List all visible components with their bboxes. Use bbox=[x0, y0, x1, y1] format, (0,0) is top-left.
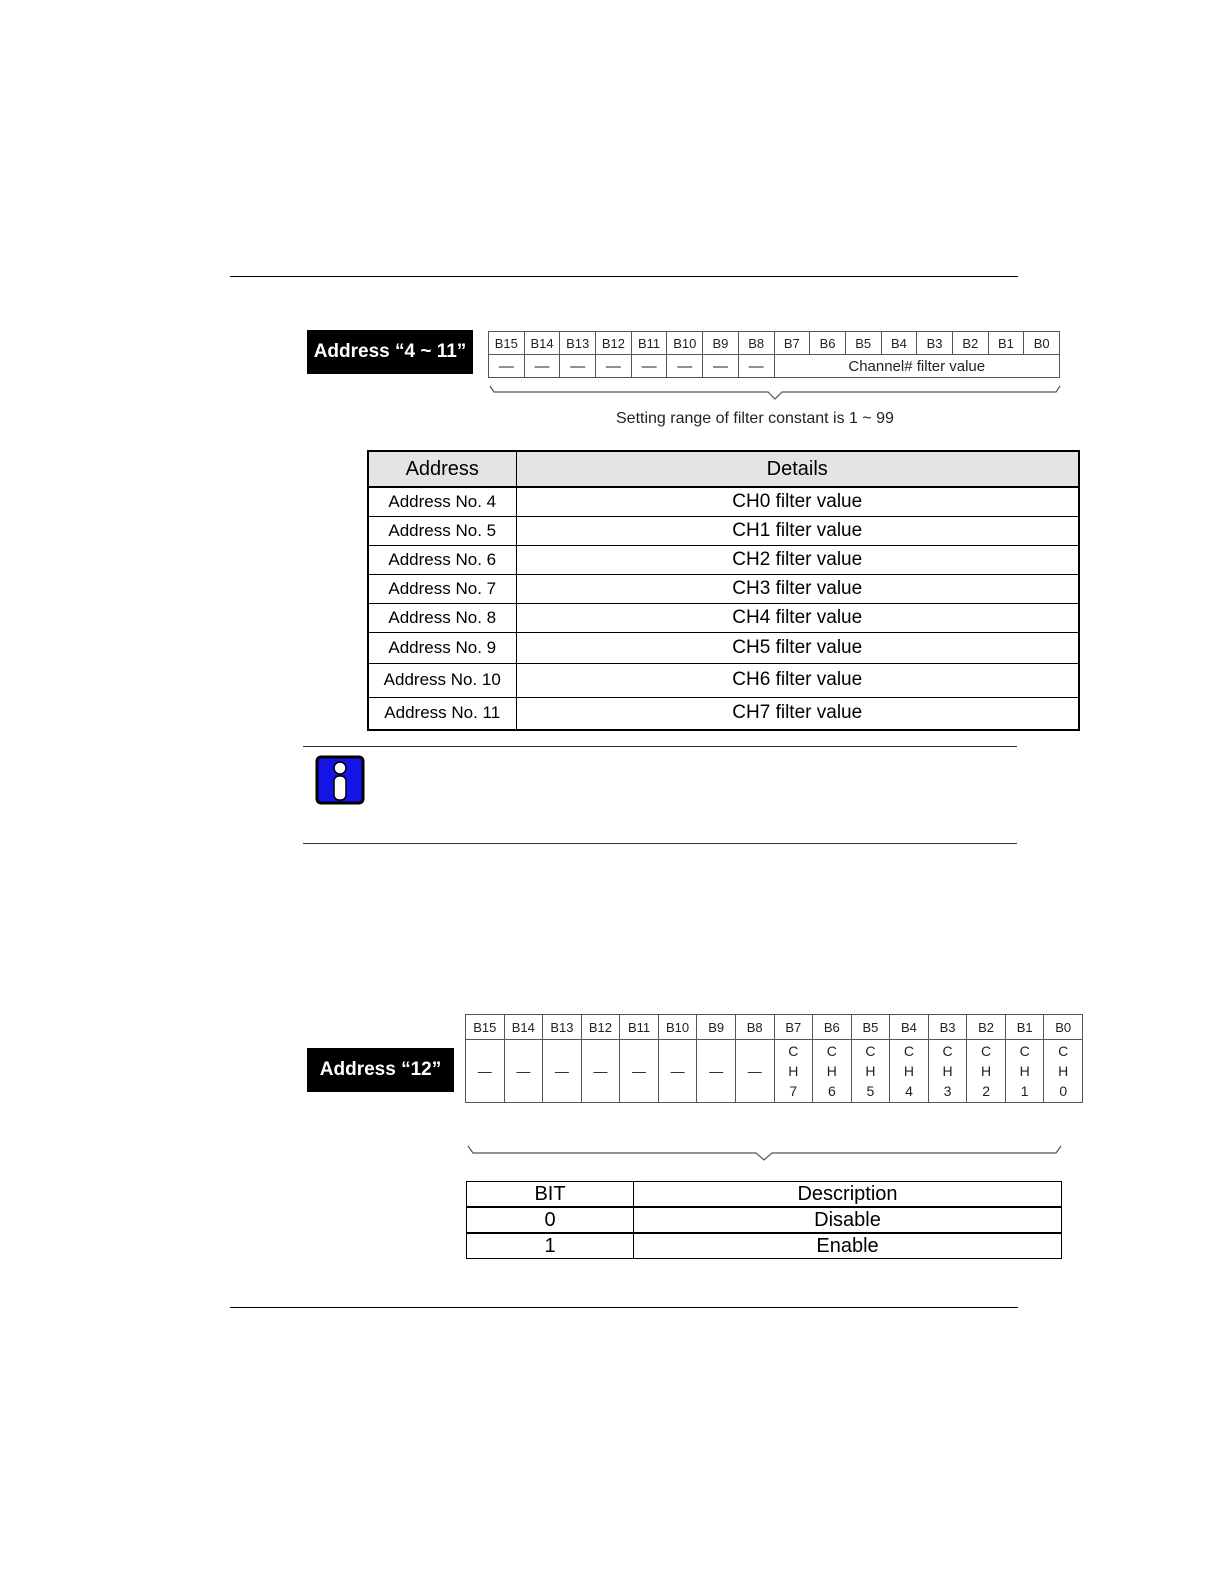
bit-value-row bbox=[466, 1040, 1083, 1103]
table-row bbox=[368, 603, 1079, 632]
bit-header: B13 bbox=[543, 1015, 582, 1040]
bit-layout-4-11 bbox=[488, 331, 1060, 378]
table-header-row bbox=[467, 1182, 1062, 1208]
table-row bbox=[368, 663, 1079, 697]
address-cell: Address No. 11 bbox=[368, 697, 516, 730]
top-rule bbox=[230, 276, 1018, 277]
bit-header: B8 bbox=[738, 332, 774, 355]
channel-letter: C bbox=[903, 1043, 915, 1059]
bit-header: B1 bbox=[1005, 1015, 1044, 1040]
bit-layout-12 bbox=[465, 1014, 1083, 1103]
bit-header: B2 bbox=[967, 1015, 1006, 1040]
brace-4-11 bbox=[488, 384, 1062, 402]
channel-letter: H bbox=[981, 1063, 992, 1079]
channel-letter: H bbox=[1019, 1063, 1030, 1079]
reserved-bit: — bbox=[581, 1040, 620, 1103]
channel-letter: C bbox=[788, 1043, 799, 1059]
details-cell: CH4 filter value bbox=[516, 603, 1079, 632]
channel-letter: H bbox=[865, 1063, 876, 1079]
table-row bbox=[467, 1207, 1062, 1233]
channel-number: 1 bbox=[1020, 1083, 1029, 1099]
table-header-row bbox=[368, 451, 1079, 487]
bit-header: B5 bbox=[851, 1015, 890, 1040]
channel-letter: C bbox=[981, 1043, 992, 1059]
reserved-bit: — bbox=[543, 1040, 582, 1103]
channel-number: 3 bbox=[943, 1083, 952, 1099]
table-row bbox=[368, 516, 1079, 545]
channel-number: 0 bbox=[1059, 1083, 1068, 1099]
table-row bbox=[368, 697, 1079, 730]
details-cell: CH5 filter value bbox=[516, 632, 1079, 663]
channel-bit-ch5 bbox=[851, 1040, 890, 1103]
channel-bit-ch7 bbox=[774, 1040, 813, 1103]
bit-header: B6 bbox=[810, 332, 846, 355]
bit-header: B4 bbox=[881, 332, 917, 355]
channel-bit-ch6 bbox=[813, 1040, 852, 1103]
description-cell: Enable bbox=[634, 1233, 1062, 1259]
details-cell: CH2 filter value bbox=[516, 545, 1079, 574]
address-details-table bbox=[367, 450, 1080, 731]
bit-value-cell: 1 bbox=[467, 1233, 634, 1259]
reserved-bit: — bbox=[466, 1040, 505, 1103]
bit-header: B6 bbox=[813, 1015, 852, 1040]
reserved-bit: — bbox=[620, 1040, 659, 1103]
channel-number: 6 bbox=[827, 1083, 836, 1099]
address-cell: Address No. 5 bbox=[368, 516, 516, 545]
bit-header-row bbox=[489, 332, 1060, 355]
channel-letter: C bbox=[826, 1043, 837, 1059]
address-cell: Address No. 4 bbox=[368, 487, 516, 516]
address-cell: Address No. 10 bbox=[368, 663, 516, 697]
bit-header: B10 bbox=[658, 1015, 697, 1040]
reserved-bit: — bbox=[504, 1040, 543, 1103]
channel-letter: H bbox=[942, 1063, 953, 1079]
address-12-label: Address “12” bbox=[307, 1048, 454, 1092]
table-row bbox=[467, 1233, 1062, 1259]
channel-bit-ch2 bbox=[967, 1040, 1006, 1103]
bottom-rule bbox=[230, 1307, 1018, 1308]
channel-number: 7 bbox=[789, 1083, 798, 1099]
bit-value-row bbox=[489, 355, 1060, 378]
channel-number: 5 bbox=[866, 1083, 875, 1099]
reserved-bit: — bbox=[489, 355, 525, 378]
bit-header: B13 bbox=[560, 332, 596, 355]
reserved-bit: — bbox=[667, 355, 703, 378]
bit-header: B11 bbox=[620, 1015, 659, 1040]
bit-header: B14 bbox=[524, 332, 560, 355]
info-top-rule bbox=[303, 746, 1017, 747]
bit-header: B7 bbox=[774, 1015, 813, 1040]
table-row bbox=[368, 545, 1079, 574]
reserved-bit: — bbox=[631, 355, 667, 378]
details-cell: CH7 filter value bbox=[516, 697, 1079, 730]
channel-letter: C bbox=[942, 1043, 953, 1059]
address-column-header: Address bbox=[368, 451, 516, 487]
reserved-bit: — bbox=[735, 1040, 774, 1103]
table-row bbox=[368, 574, 1079, 603]
reserved-bit: — bbox=[738, 355, 774, 378]
address-cell: Address No. 8 bbox=[368, 603, 516, 632]
channel-bit-ch3 bbox=[928, 1040, 967, 1103]
description-cell: Disable bbox=[634, 1207, 1062, 1233]
bit-header: B11 bbox=[631, 332, 667, 355]
bit-header: B0 bbox=[1024, 332, 1060, 355]
channel-letter: H bbox=[1058, 1063, 1069, 1079]
address-cell: Address No. 9 bbox=[368, 632, 516, 663]
channel-number: 4 bbox=[905, 1083, 913, 1099]
bit-header: B2 bbox=[952, 332, 988, 355]
bit-header: B3 bbox=[928, 1015, 967, 1040]
details-cell: CH0 filter value bbox=[516, 487, 1079, 516]
reserved-bit: — bbox=[596, 355, 632, 378]
channel-letter: H bbox=[788, 1063, 799, 1079]
bit-header: B10 bbox=[667, 332, 703, 355]
channel-letter: C bbox=[1019, 1043, 1030, 1059]
details-column-header: Details bbox=[516, 451, 1079, 487]
bit-header: B15 bbox=[489, 332, 525, 355]
bit-value-cell: 0 bbox=[467, 1207, 634, 1233]
bit-header: B9 bbox=[697, 1015, 736, 1040]
brace-12 bbox=[466, 1143, 1064, 1163]
bit-header: B14 bbox=[504, 1015, 543, 1040]
channel-filter-field: Channel# filter value bbox=[774, 355, 1060, 378]
address-cell: Address No. 6 bbox=[368, 545, 516, 574]
channel-letter: H bbox=[826, 1063, 837, 1079]
details-cell: CH3 filter value bbox=[516, 574, 1079, 603]
bit-header-row bbox=[466, 1015, 1083, 1040]
bit-header: B12 bbox=[581, 1015, 620, 1040]
bit-header: B0 bbox=[1044, 1015, 1083, 1040]
bit-description-table bbox=[466, 1181, 1062, 1259]
bit-header: B12 bbox=[596, 332, 632, 355]
channel-letter: C bbox=[1058, 1043, 1069, 1059]
bit-header: B5 bbox=[845, 332, 881, 355]
reserved-bit: — bbox=[560, 355, 596, 378]
reserved-bit: — bbox=[697, 1040, 736, 1103]
bit-header: B7 bbox=[774, 332, 810, 355]
reserved-bit: — bbox=[658, 1040, 697, 1103]
channel-number: 2 bbox=[982, 1083, 990, 1099]
address-4-11-label: Address “4 ~ 11” bbox=[307, 330, 473, 374]
reserved-bit: — bbox=[524, 355, 560, 378]
range-note: Setting range of filter constant is 1 ~ 99 bbox=[616, 410, 894, 427]
info-bottom-rule bbox=[303, 843, 1017, 844]
channel-letter: H bbox=[903, 1063, 915, 1079]
channel-letter: C bbox=[865, 1043, 876, 1059]
channel-bit-ch0 bbox=[1044, 1040, 1083, 1103]
channel-bit-ch1 bbox=[1005, 1040, 1044, 1103]
bit-header: B8 bbox=[735, 1015, 774, 1040]
bit-header: B15 bbox=[466, 1015, 505, 1040]
address-cell: Address No. 7 bbox=[368, 574, 516, 603]
bit-header: B3 bbox=[917, 332, 953, 355]
details-cell: CH1 filter value bbox=[516, 516, 1079, 545]
channel-bit-ch4 bbox=[890, 1040, 929, 1103]
description-column-header: Description bbox=[634, 1182, 1062, 1208]
bit-header: B4 bbox=[890, 1015, 929, 1040]
details-cell: CH6 filter value bbox=[516, 663, 1079, 697]
table-row bbox=[368, 632, 1079, 663]
bit-header: B9 bbox=[703, 332, 739, 355]
reserved-bit: — bbox=[703, 355, 739, 378]
info-icon bbox=[315, 755, 365, 805]
bit-column-header: BIT bbox=[467, 1182, 634, 1208]
bit-header: B1 bbox=[988, 332, 1024, 355]
table-row bbox=[368, 487, 1079, 516]
